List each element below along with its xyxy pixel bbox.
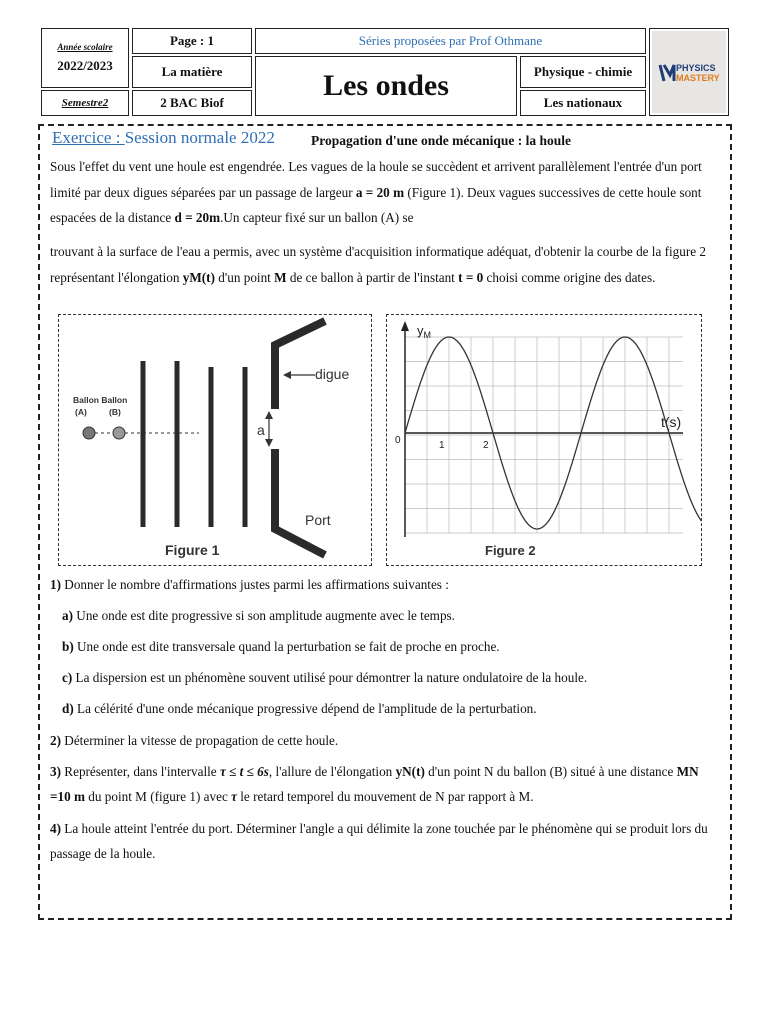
q3-tau: τ xyxy=(231,789,237,804)
semestre-label: Semestre2 xyxy=(41,90,129,116)
figure-2-chart xyxy=(387,315,701,565)
physics-mastery-logo xyxy=(652,31,726,113)
paragraph-2 xyxy=(50,239,722,290)
q3-mn: MN =10 m xyxy=(50,764,699,804)
p2-text-e: de ce ballon à partir de l'instant xyxy=(286,269,459,285)
digue-top xyxy=(275,321,325,409)
annee-value: 2022/2023 xyxy=(57,58,113,73)
subject-label: Physique - chimie xyxy=(520,56,646,88)
logo-cell xyxy=(649,28,729,116)
x-tick-2: 2 xyxy=(483,440,489,451)
p2-m: M xyxy=(274,269,287,285)
question-4 xyxy=(50,816,722,866)
ballon-b-label: (B) xyxy=(109,407,121,417)
series-label: Séries proposées par Prof Othmane xyxy=(255,28,646,54)
nationaux-label: Les nationaux xyxy=(520,90,646,116)
digue-bottom xyxy=(275,449,325,555)
page-title: Les ondes xyxy=(255,56,517,116)
chart-grid xyxy=(405,337,683,533)
figure-1-diagram xyxy=(59,315,371,565)
p1-text-c: (Figure 1). Deux vagues successives de cette houle sont espacées de la distance xyxy=(50,184,702,225)
d-lbl: d) xyxy=(62,701,74,716)
a-label: a xyxy=(257,422,265,438)
p1-a-value: a = 20 m xyxy=(355,184,405,200)
annee-label: Année scolaire xyxy=(57,42,113,52)
d-text: La célérité d'une onde mécanique progressive dépend de l'amplitude de la perturbation. xyxy=(73,701,537,716)
b-lbl: b) xyxy=(62,639,74,654)
q3-text-d: du point M (figure 1) avec xyxy=(84,789,232,804)
affirmation-b xyxy=(62,634,734,659)
question-1 xyxy=(50,572,722,597)
a-arrow-bottom xyxy=(265,439,273,447)
logo-line2: MASTERY xyxy=(676,73,720,83)
c-lbl: c) xyxy=(62,670,73,685)
affirmation-c xyxy=(62,665,734,690)
question-2 xyxy=(50,728,722,753)
exercise-title-prefix: Exercice : xyxy=(52,128,125,147)
origin-label: 0 xyxy=(395,435,401,446)
q3-text-c: d'un point N du ballon (B) situé à une distance xyxy=(424,764,677,779)
q4-text: La houle atteint l'entrée du port. Déterminer l'angle a qui délimite la zone touchée par le phénomène qui se produit lors du passage de la houle. xyxy=(50,821,708,861)
x-tick-1: 1 xyxy=(439,440,445,451)
ballon-a xyxy=(83,427,95,439)
exercise-title-rest: Session normale 2022 xyxy=(124,128,275,147)
p1-d-value: d = 20m xyxy=(174,210,221,225)
matiere-label: La matière xyxy=(132,56,252,88)
level-label: 2 BAC Biof xyxy=(132,90,252,116)
question-3 xyxy=(50,759,722,809)
a-text: Une onde est dite progressive si son amplitude augmente avec le temps. xyxy=(73,608,455,623)
digue-arrow-head xyxy=(283,371,291,379)
y-axis-arrow xyxy=(401,321,409,331)
q3-num: 3) xyxy=(50,764,61,779)
c-text: La dispersion est un phénomène souvent utilisé pour démontrer la nature ondulatoire de la houle. xyxy=(72,670,588,685)
q4-num: 4) xyxy=(50,821,61,836)
q2-num: 2) xyxy=(50,733,61,748)
affirmation-d xyxy=(62,696,734,721)
q2-text: Déterminer la vitesse de propagation de cette houle. xyxy=(61,733,339,748)
p2-text-c: d'un point xyxy=(214,269,275,285)
b-text: Une onde est dite transversale quand la perturbation se fait de proche en proche. xyxy=(73,639,500,654)
p2-text-g: choisi comme origine des dates. xyxy=(483,269,656,285)
q1-num: 1) xyxy=(50,577,61,592)
p1-text-a: Sous l'effet du vent une houle est engendrée. Les vagues de la houle se succèdent et arrivent parallèlement l'entrée d'un port limité par deux digues séparées par un passage de largeur xyxy=(50,159,702,200)
a-arrow-top xyxy=(265,411,273,419)
p2-text-a: trouvant à la surface de l'eau a permis, avec un système d'acquisition informatique adéquat, d'obtenir la courbe de la figure 2 représentant l'élongation xyxy=(50,244,707,285)
x-axis-label: t(s) xyxy=(661,414,682,430)
paragraph-1 xyxy=(50,154,722,231)
digue-label: digue xyxy=(315,366,350,382)
header-table xyxy=(38,26,732,118)
ballon-a-label: (A) xyxy=(75,407,87,417)
ballon-label: Ballon Ballon xyxy=(73,395,128,405)
affirmation-a xyxy=(62,603,734,628)
figure-1-caption: Figure 1 xyxy=(165,542,220,558)
exercise-title xyxy=(52,128,275,148)
exercise-box xyxy=(38,124,732,920)
a-lbl: a) xyxy=(62,608,73,623)
port-label: Port xyxy=(305,512,331,528)
p1-text-e: .Un capteur fixé sur un ballon (A) se xyxy=(220,210,414,225)
q3-text-b: , l'allure de l'élongation xyxy=(268,764,396,779)
exercise-subtitle: Propagation d'une onde mécanique : la houle xyxy=(311,133,572,148)
figure-2-caption: Figure 2 xyxy=(485,543,536,558)
q3-text-e: le retard temporel du mouvement de N par rapport à M. xyxy=(236,789,534,804)
p2-ym: yM(t) xyxy=(182,269,215,285)
p2-t0: t = 0 xyxy=(458,269,484,285)
q1-text: Donner le nombre d'affirmations justes parmi les affirmations suivantes : xyxy=(61,577,449,592)
q3-interval: τ ≤ t ≤ 6s xyxy=(219,764,269,779)
ballon-b xyxy=(113,427,125,439)
q3-text-a: Représenter, dans l'intervalle xyxy=(61,764,220,779)
figure-1 xyxy=(58,314,372,566)
annee-cell xyxy=(41,28,129,88)
logo-line1: PHYSICS xyxy=(676,63,716,73)
figure-2 xyxy=(386,314,702,566)
page-label: Page : 1 xyxy=(132,28,252,54)
y-axis-label: $y_M$ xyxy=(417,323,431,340)
q3-yn: yN(t) xyxy=(395,764,425,779)
